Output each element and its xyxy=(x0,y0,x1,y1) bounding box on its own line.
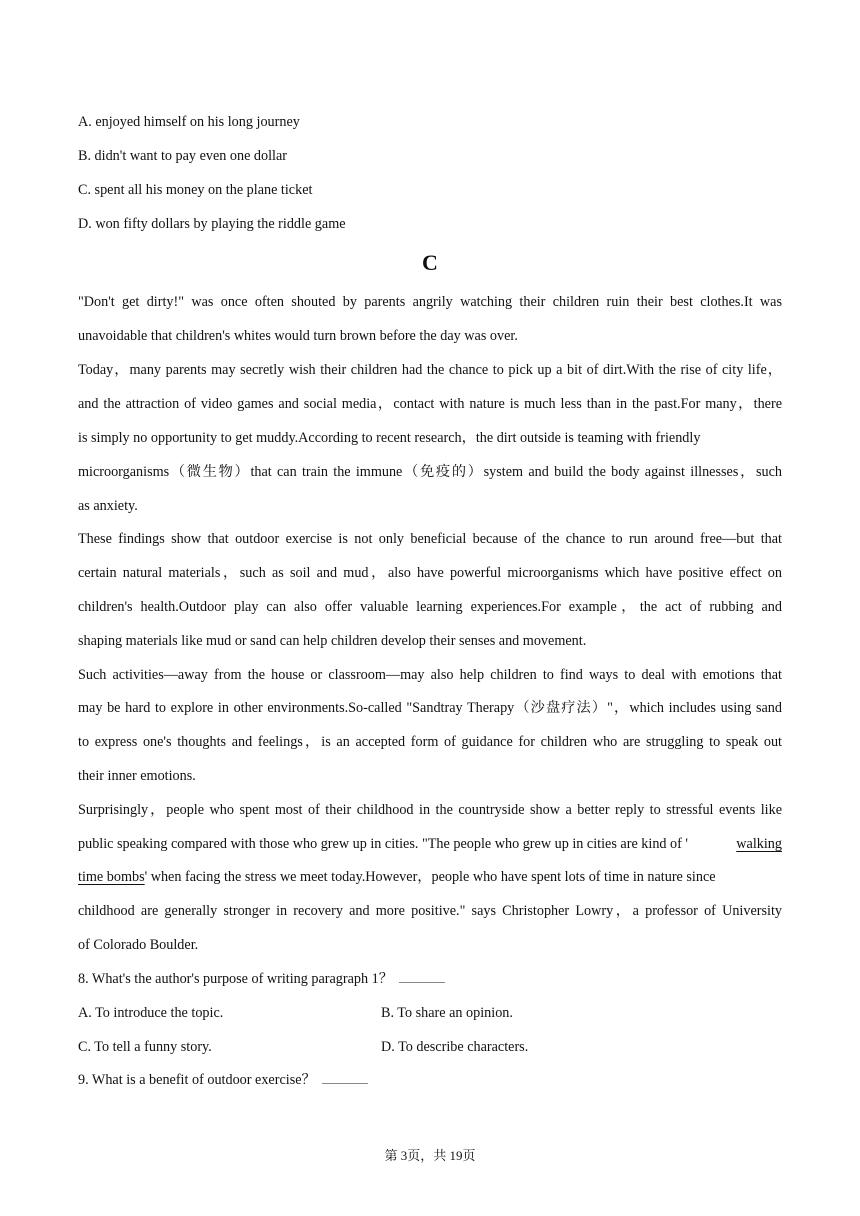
underlined-phrase-part1: walking xyxy=(736,836,782,852)
q8-option-a: A. To introduce the topic. xyxy=(78,1005,224,1021)
page-footer: 第 3页，共 19页 xyxy=(384,1148,476,1163)
passage-p2-line2: and the attraction of video games and social media，contact with nature is much less than in the past.For many，there xyxy=(78,396,782,412)
section-heading: C xyxy=(422,250,438,275)
passage-p2-line3: is simply no opportunity to get muddy.According to recent research，the dirt outside is teaming with friendly xyxy=(78,430,701,446)
passage-p5-line4: childhood are generally stronger in recovery and more positive." says Christopher Lowry，a professor of University xyxy=(78,903,782,919)
passage-p5-line2 xyxy=(78,835,782,853)
q8-option-c: C. To tell a funny story. xyxy=(78,1039,212,1055)
answer-blank xyxy=(322,1071,368,1084)
question-8-text: 8. What's the author's purpose of writing paragraph 1？ xyxy=(78,971,393,987)
prev-option-a: A. enjoyed himself on his long journey xyxy=(78,114,300,130)
passage-p5-line3-text: ' when facing the stress we meet today.However，people who have spent lots of time in nature since xyxy=(144,869,716,885)
passage-p5-line1: Surprisingly，people who spent most of their childhood in the countryside show a better reply to stressful events like xyxy=(78,802,782,818)
q8-option-d: D. To describe characters. xyxy=(381,1039,529,1055)
passage-p5-line5: of Colorado Boulder. xyxy=(78,937,199,953)
passage-p4-line2: may be hard to explore in other environments.So-called "Sandtray Therapy（沙盘疗法）"，which includes using sand xyxy=(78,700,782,716)
underlined-phrase-part2: time bombs xyxy=(78,869,145,885)
passage-p1-line1: "Don't get dirty!" was once often shouted by parents angrily watching their children ruin their best clothes.It was xyxy=(78,294,782,310)
passage-p2-line4: microorganisms（微生物）that can train the immune（免疫的）system and build the body against illnesses，such xyxy=(78,464,782,480)
passage-p4-line3: to express one's thoughts and feelings，is an accepted form of guidance for children who are struggling to speak out xyxy=(78,734,782,750)
prev-option-d: D. won fifty dollars by playing the riddle game xyxy=(78,216,346,232)
passage-p1-line2: unavoidable that children's whites would turn brown before the day was over. xyxy=(78,328,518,344)
passage-p3-line2: certain natural materials，such as soil and mud，also have powerful microorganisms which have positive effect on xyxy=(78,565,782,581)
q8-option-b: B. To share an opinion. xyxy=(381,1005,513,1021)
prev-option-b: B. didn't want to pay even one dollar xyxy=(78,148,288,164)
question-9 xyxy=(78,1071,368,1089)
passage-p5-line2-text: public speaking compared with those who grew up in cities. "The people who grew up in cities are kind of ' xyxy=(78,836,688,852)
question-8 xyxy=(78,970,445,988)
passage-p4-line4: their inner emotions. xyxy=(78,768,196,784)
answer-blank xyxy=(399,970,445,983)
question-9-text: 9. What is a benefit of outdoor exercise？ xyxy=(78,1072,316,1088)
prev-option-c: C. spent all his money on the plane ticket xyxy=(78,182,313,198)
passage-p5-line3 xyxy=(78,868,716,886)
passage-p4-line1: Such activities—away from the house or classroom—may also help children to find ways to deal with emotions that xyxy=(78,667,782,683)
passage-p3-line1: These findings show that outdoor exercise is not only beneficial because of the chance to run around free—but that xyxy=(78,531,782,547)
passage-p3-line4: shaping materials like mud or sand can help children develop their senses and movement. xyxy=(78,633,587,649)
passage-p2-line5: as anxiety. xyxy=(78,498,138,514)
passage-p3-line3: children's health.Outdoor play can also offer valuable learning experiences.For example，the act of rubbing and xyxy=(78,599,782,615)
passage-p2-line1: Today，many parents may secretly wish their children had the chance to pick up a bit of dirt.With the rise of city life， xyxy=(78,362,782,378)
